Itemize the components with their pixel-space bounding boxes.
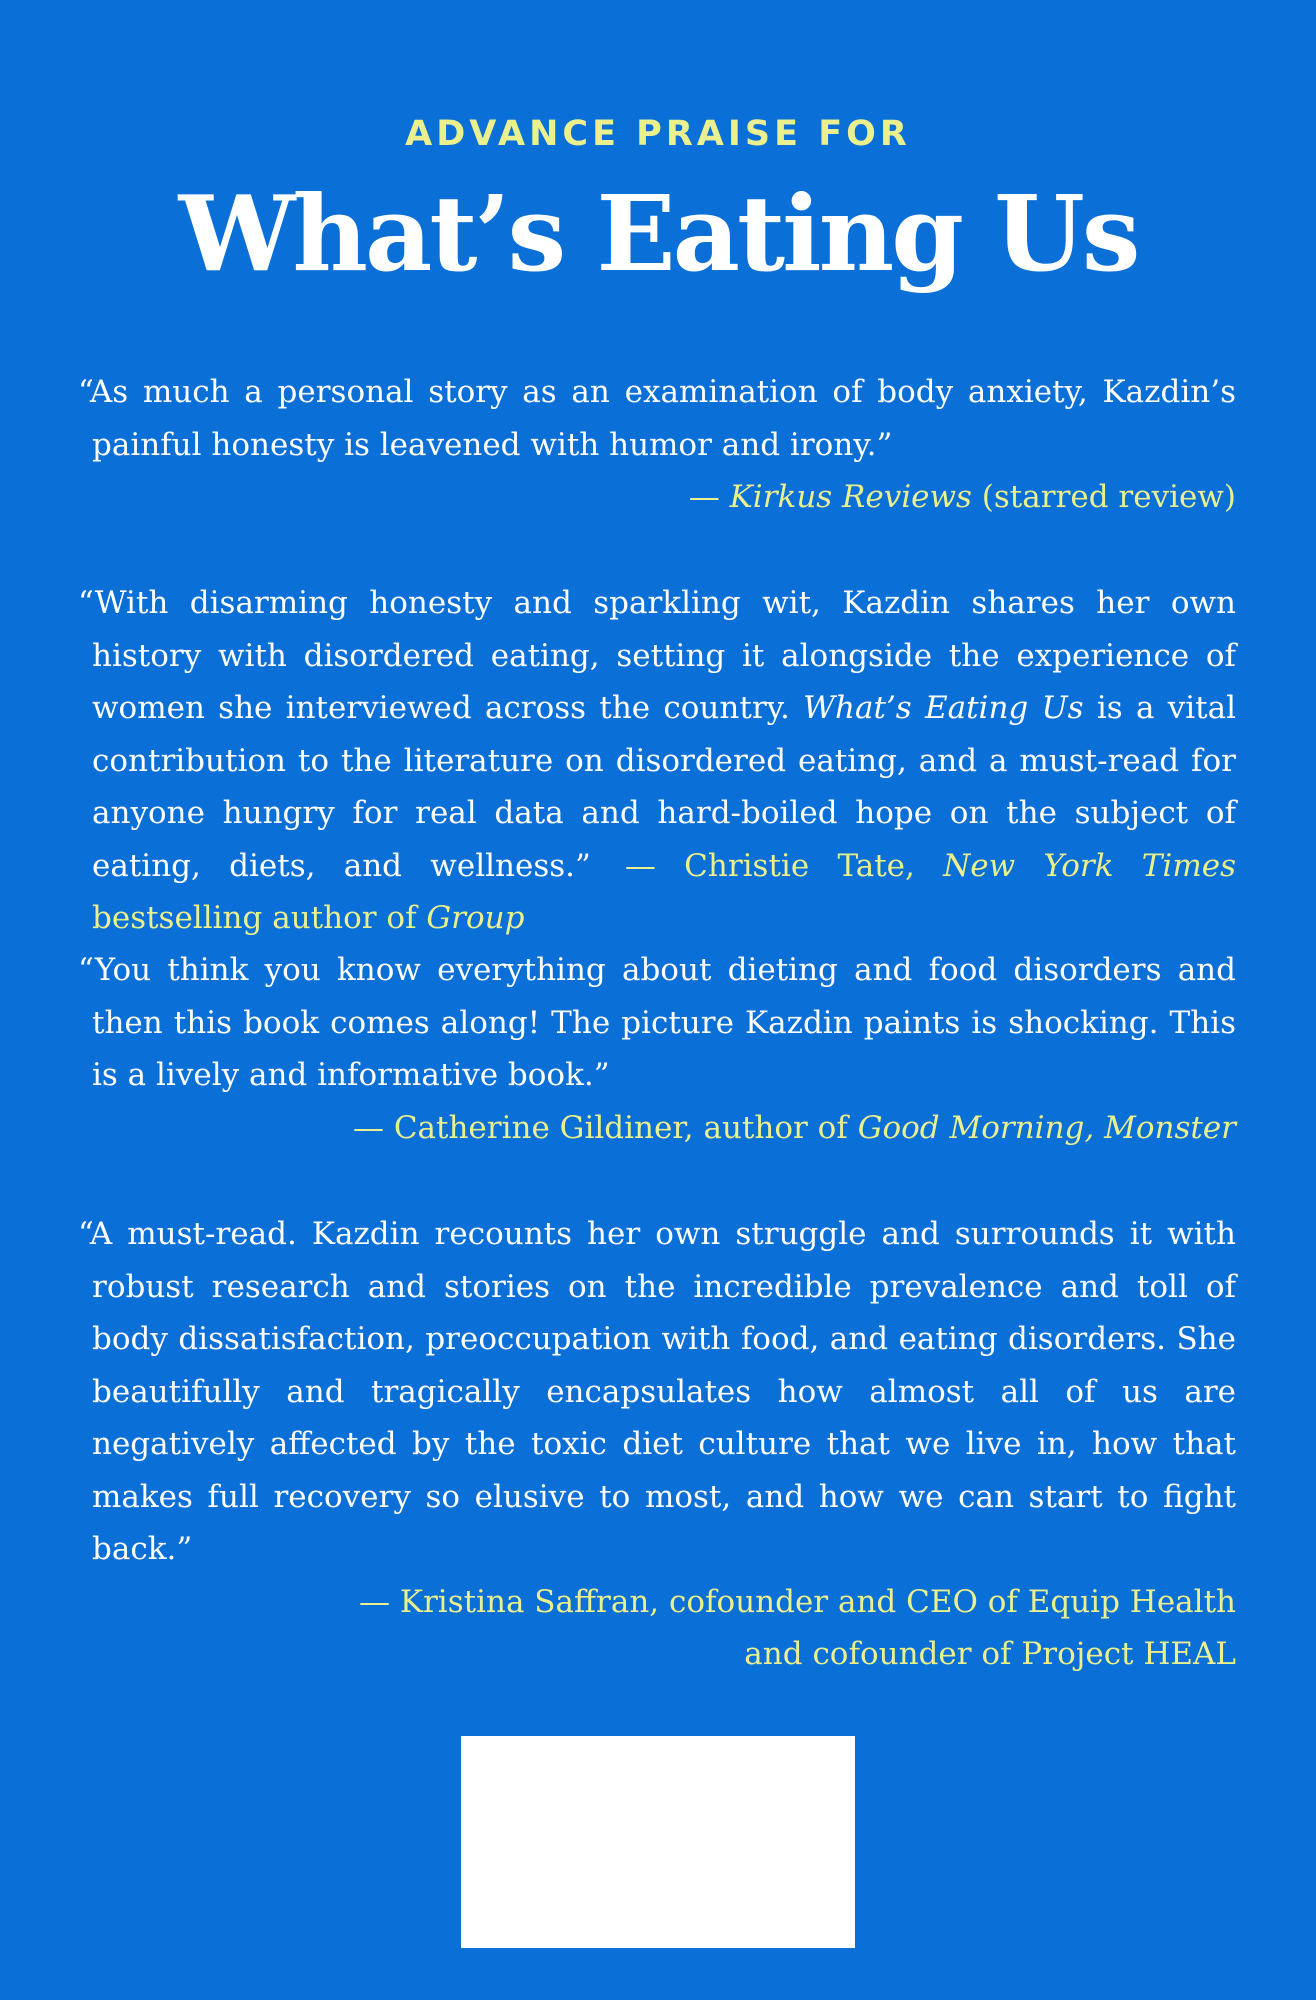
attribution-source: Kirkus Reviews [729, 479, 972, 515]
book-title: What’s Eating Us [178, 172, 1138, 295]
quote-text [78, 577, 1236, 945]
quote-text: “You think you know everything about dieting and food disorders and then this book comes along! The picture Kazdin paints is shocking. This is a lively and informative book.” [78, 952, 1236, 1093]
praise-quote-1 [78, 366, 1236, 524]
attribution-name: Christie Tate, [684, 847, 944, 884]
attribution-role: cofounder and CEO of Equip Health [659, 1583, 1236, 1620]
attribution-dash: — [688, 479, 730, 515]
attribution-name: Kristina Saffran, [399, 1583, 660, 1620]
attribution-note: (starred review) [971, 479, 1236, 515]
quote-text: “A must-read. Kazdin recounts her own struggle and surrounds it with robust research and stories on the incredible prevalence and toll of body dissatisfaction, preoccupation with food, and eating disorders. She beautifully and tragically encapsulates how almost all of us are negatively affected by the toxic diet culture that we live in, how that makes full recovery so elusive to most, and how we can start to fight back.” [78, 1216, 1236, 1567]
advance-praise-heading: ADVANCE PRAISE FOR [405, 114, 911, 154]
praise-quote-3 [78, 944, 1236, 1154]
quote-attribution [78, 1576, 1236, 1629]
attribution-dash: — [624, 847, 685, 884]
attribution-publication: New York Times [943, 847, 1236, 884]
attribution-dash: — [352, 1109, 394, 1146]
quote-book-title: What’s Eating Us [803, 690, 1084, 726]
attribution-work: Good Morning, Monster [857, 1109, 1236, 1146]
attribution-name: Catherine Gildiner, [393, 1109, 694, 1146]
barcode-placeholder [461, 1736, 855, 1948]
quote-attribution [78, 1102, 1236, 1155]
quote-text-part: “With disarming honesty and sparkling wit, Kazdin shares her own history with disordered eating, setting it alongside the experience of women she interviewed across the country. [78, 585, 1236, 726]
quote-text-part: is a vital contribution to the literature on disordered eating, and a must-read for anyone hungry for real data and hard-boiled hope on the subject of eating, diets, and wellness.” [92, 690, 1236, 884]
praise-quote-2 [78, 577, 1236, 945]
attribution-work: Group [426, 900, 525, 936]
quote-attribution [78, 471, 1236, 524]
attribution-role: bestselling author of [92, 900, 427, 936]
attribution-role: author of [693, 1109, 858, 1146]
praise-quote-4 [78, 1208, 1236, 1681]
attribution-dash: — [358, 1583, 400, 1620]
quote-text: “As much a personal story as an examination of body anxiety, Kazdin’s painful honesty is leavened with humor and irony.” [78, 374, 1236, 463]
quote-attribution-line2: and cofounder of Project HEAL [744, 1636, 1236, 1672]
